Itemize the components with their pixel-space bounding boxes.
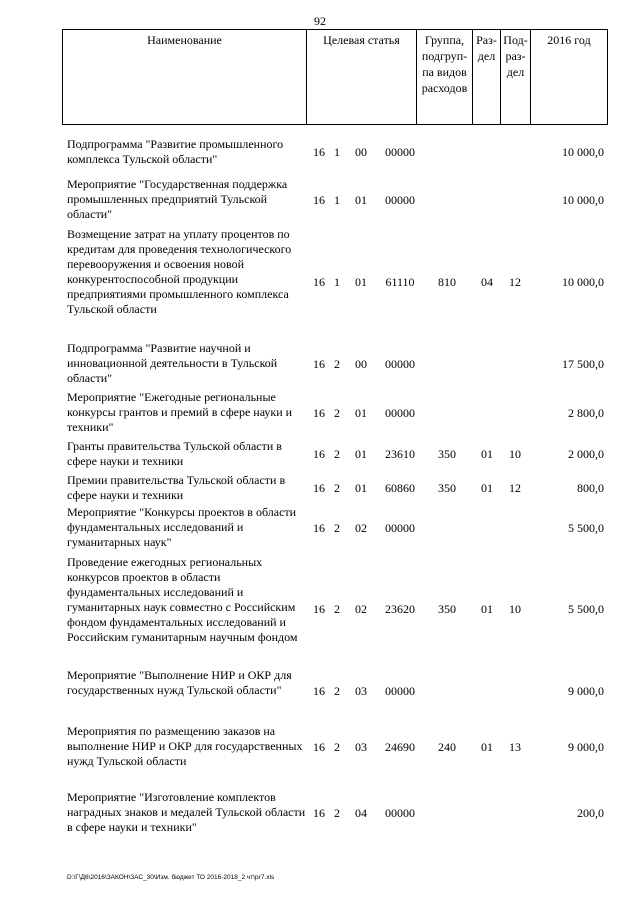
row-name: Проведение ежегодных региональных конкурсов проектов в области фундаментальных исследований и гуманитарных наук совместно с Российским фондом фундаментальных исследований и Российским гуманитарным научным фондом (67, 555, 298, 644)
group-code: 350 (438, 602, 456, 616)
amount: 200,0 (577, 806, 604, 820)
target-part: 1 (334, 193, 340, 207)
section-code: 01 (481, 481, 493, 495)
amount: 2 000,0 (568, 447, 604, 461)
target-code: 23610 (385, 447, 415, 461)
row-name: Мероприятия по размещению заказов на выполнение НИР и ОКР для государственных нужд Тульской области (67, 724, 303, 768)
target-code: 24690 (385, 740, 415, 754)
header-year: 2016 год (530, 29, 608, 125)
row-name: Возмещение затрат на уплату процентов по кредитам для проведения технологического перевооружения и освоения новой конкурентоспособной продукции предприятиями промышленного комплекса Тульской области (67, 227, 292, 316)
target-part: 16 (313, 740, 325, 754)
target-part: 00 (355, 357, 367, 371)
target-part: 00 (355, 145, 367, 159)
header-name: Наименование (62, 29, 306, 125)
target-part: 16 (313, 406, 325, 420)
section-code: 01 (481, 602, 493, 616)
target-part: 1 (334, 275, 340, 289)
target-code: 00000 (385, 145, 415, 159)
target-part: 16 (313, 357, 325, 371)
group-code: 810 (438, 275, 456, 289)
header-group: Группа, подгруп-па видов расходов (416, 29, 472, 125)
subsection-code: 10 (509, 447, 521, 461)
target-part: 16 (313, 481, 325, 495)
amount: 5 500,0 (568, 521, 604, 535)
group-code: 350 (438, 481, 456, 495)
amount: 10 000,0 (562, 145, 604, 159)
target-part: 2 (334, 521, 340, 535)
header-subsection: Под-раз-дел (500, 29, 530, 125)
amount: 2 800,0 (568, 406, 604, 420)
amount: 800,0 (577, 481, 604, 495)
section-code: 04 (481, 275, 493, 289)
target-part: 02 (355, 521, 367, 535)
target-code: 00000 (385, 193, 415, 207)
row-name: Гранты правительства Тульской области в сфере науки и техники (67, 439, 282, 468)
row-name: Мероприятие "Изготовление комплектов наградных знаков и медалей Тульской области в сфере науки и техники" (67, 790, 306, 834)
row-name: Мероприятие "Государственная поддержка промышленных предприятий Тульской области" (67, 177, 288, 221)
header-section: Раз-дел (472, 29, 500, 125)
row-name: Премии правительства Тульской области в сфере науки и техники (67, 473, 286, 502)
amount: 10 000,0 (562, 275, 604, 289)
section-code: 01 (481, 447, 493, 461)
row-name: Мероприятие "Выполнение НИР и ОКР для государственных нужд Тульской области" (67, 668, 292, 697)
subsection-code: 12 (509, 481, 521, 495)
target-code: 00000 (385, 406, 415, 420)
target-code: 23620 (385, 602, 415, 616)
row-name: Подпрограмма "Развитие научной и инновационной деятельности в Тульской области" (67, 341, 278, 385)
subsection-code: 12 (509, 275, 521, 289)
target-part: 03 (355, 740, 367, 754)
amount: 5 500,0 (568, 602, 604, 616)
target-part: 01 (355, 193, 367, 207)
target-part: 2 (334, 740, 340, 754)
target-code: 00000 (385, 806, 415, 820)
target-part: 1 (334, 145, 340, 159)
target-part: 03 (355, 684, 367, 698)
row-name: Мероприятие "Конкурсы проектов в области фундаментальных исследований и гуманитарных наук" (67, 505, 297, 549)
target-part: 04 (355, 806, 367, 820)
amount: 17 500,0 (562, 357, 604, 371)
target-part: 01 (355, 481, 367, 495)
row-name: Подпрограмма "Развитие промышленного комплекса Тульской области" (67, 137, 284, 166)
amount: 10 000,0 (562, 193, 604, 207)
target-part: 16 (313, 145, 325, 159)
target-part: 2 (334, 406, 340, 420)
target-code: 60860 (385, 481, 415, 495)
target-part: 16 (313, 193, 325, 207)
page-number: 92 (314, 14, 326, 28)
target-part: 2 (334, 806, 340, 820)
target-part: 2 (334, 684, 340, 698)
target-code: 00000 (385, 684, 415, 698)
section-code: 01 (481, 740, 493, 754)
table-header (62, 29, 608, 125)
file-path-footer: D:\Г\Д6\2016\ЗАКОН\ЗАС_30\Изм. бюджет ТО 2016-2018_2 чт\pr7.xls (67, 874, 275, 881)
target-part: 16 (313, 806, 325, 820)
subsection-code: 13 (509, 740, 521, 754)
target-part: 2 (334, 602, 340, 616)
header-target: Целевая статья (306, 29, 416, 125)
row-name: Мероприятие "Ежегодные региональные конкурсы грантов и премий в сфере науки и техники" (67, 390, 293, 434)
target-part: 16 (313, 447, 325, 461)
target-part: 01 (355, 406, 367, 420)
group-code: 240 (438, 740, 456, 754)
target-part: 01 (355, 447, 367, 461)
target-part: 02 (355, 602, 367, 616)
amount: 9 000,0 (568, 740, 604, 754)
target-code: 00000 (385, 357, 415, 371)
target-part: 2 (334, 447, 340, 461)
group-code: 350 (438, 447, 456, 461)
target-part: 01 (355, 275, 367, 289)
target-part: 16 (313, 521, 325, 535)
target-part: 2 (334, 357, 340, 371)
target-part: 2 (334, 481, 340, 495)
target-part: 16 (313, 275, 325, 289)
target-part: 16 (313, 684, 325, 698)
target-code: 61110 (385, 275, 415, 289)
target-part: 16 (313, 602, 325, 616)
subsection-code: 10 (509, 602, 521, 616)
target-code: 00000 (385, 521, 415, 535)
amount: 9 000,0 (568, 684, 604, 698)
